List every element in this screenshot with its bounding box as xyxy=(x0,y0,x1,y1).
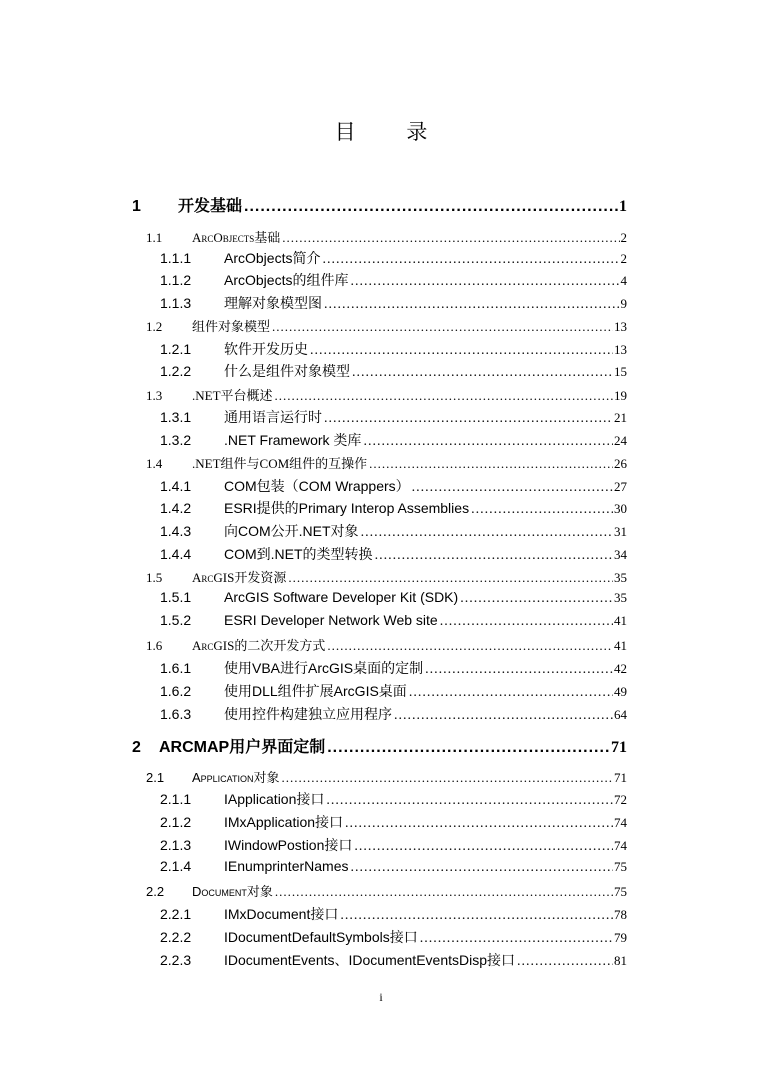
toc-title: Application对象 xyxy=(192,770,280,785)
toc-page: 19 xyxy=(614,388,627,403)
toc-page: 75 xyxy=(614,859,627,874)
toc-leader xyxy=(471,502,613,518)
toc-title: COM到.NET的类型转换 xyxy=(224,546,373,562)
toc-leader xyxy=(361,525,613,541)
toc-number: 1.4 xyxy=(146,456,163,471)
toc-title: .NET组件与COM组件的互操作 xyxy=(192,456,368,471)
toc-title: ArcGIS的二次开发方式 xyxy=(192,638,326,653)
toc-number: 2 xyxy=(132,739,141,756)
toc-page: 26 xyxy=(614,456,627,471)
toc-number: 2.2 xyxy=(146,884,165,899)
toc-leader xyxy=(324,411,613,427)
toc-subsection[interactable] xyxy=(160,589,627,607)
toc-leader xyxy=(409,685,613,701)
toc-title: 组件对象模型 xyxy=(192,319,271,334)
toc-page: 64 xyxy=(614,707,627,722)
toc-number: 1.5.2 xyxy=(160,612,192,628)
toc-title: ARCMAP用户界面定制 xyxy=(159,739,326,756)
toc-leader xyxy=(350,274,619,290)
toc-number: 2.1.3 xyxy=(160,837,192,853)
toc-number: 1.5 xyxy=(146,570,163,585)
toc-subsection[interactable] xyxy=(160,476,627,496)
toc-subsection[interactable] xyxy=(160,498,627,518)
toc-number: 1.2.1 xyxy=(160,341,192,357)
toc-subsection[interactable] xyxy=(160,858,627,876)
toc-leader xyxy=(425,662,613,678)
toc-page: 79 xyxy=(614,930,627,945)
toc-number: 2.1.1 xyxy=(160,791,192,807)
toc-leader xyxy=(327,739,610,757)
toc-title: ArcObjects的组件库 xyxy=(224,272,349,288)
toc-leader xyxy=(440,614,613,630)
toc-title: IEnumprinterNames xyxy=(224,858,349,874)
page-number: i xyxy=(379,990,383,1004)
toc-subsection[interactable] xyxy=(160,407,627,427)
toc-subsection[interactable] xyxy=(160,270,627,290)
toc-page: 31 xyxy=(614,524,627,539)
toc-subsection[interactable] xyxy=(160,927,627,947)
toc-title: ESRI提供的Primary Interop Assemblies xyxy=(224,500,470,516)
toc-leader xyxy=(340,908,613,924)
toc-number: 1 xyxy=(132,198,141,215)
toc-section[interactable] xyxy=(146,881,627,900)
toc-title: Document对象 xyxy=(192,884,273,899)
toc-subsection[interactable] xyxy=(160,681,627,701)
toc-leader xyxy=(327,638,613,654)
toc-page: 24 xyxy=(614,433,627,448)
toc-subsection[interactable] xyxy=(160,248,627,268)
toc-section[interactable] xyxy=(146,227,627,246)
toc-number: 1.4.4 xyxy=(160,546,192,562)
toc-number: 1.2.2 xyxy=(160,363,192,379)
toc-title: IDocumentEvents、IDocumentEventsDisp接口 xyxy=(224,952,515,968)
toc-title: IApplication接口 xyxy=(224,791,325,807)
toc-section[interactable] xyxy=(146,767,627,786)
toc-leader xyxy=(412,480,613,496)
toc-leader xyxy=(363,434,613,450)
toc-page: 2 xyxy=(620,251,627,266)
toc-page: 71 xyxy=(614,770,627,785)
toc-section[interactable] xyxy=(146,567,627,586)
toc-page: 81 xyxy=(614,953,627,968)
toc-number: 1.4.3 xyxy=(160,523,192,539)
toc-number: 1.1.2 xyxy=(160,272,192,288)
toc-number: 1.4.2 xyxy=(160,500,192,516)
toc-page: 15 xyxy=(614,364,627,379)
toc-title: ArcGIS Software Developer Kit (SDK) xyxy=(224,589,459,605)
toc-title: 使用DLL组件扩展ArcGIS桌面 xyxy=(224,683,407,699)
toc-leader xyxy=(275,884,613,900)
toc-leader xyxy=(369,456,613,472)
toc-subsection[interactable] xyxy=(160,835,627,855)
toc-section[interactable] xyxy=(146,453,627,472)
toc-leader xyxy=(322,252,619,268)
toc-subsection[interactable] xyxy=(160,950,627,970)
toc-page: 75 xyxy=(614,884,627,899)
toc-page: 27 xyxy=(614,479,627,494)
toc-leader xyxy=(244,198,618,216)
toc-subsection[interactable] xyxy=(160,904,627,924)
toc-title: IMxApplication接口 xyxy=(224,814,344,830)
toc-number: 1.6.1 xyxy=(160,660,192,676)
toc-leader xyxy=(275,388,613,404)
toc-subsection[interactable] xyxy=(160,544,627,564)
toc-title: ESRI Developer Network Web site xyxy=(224,612,438,628)
toc-page: 21 xyxy=(614,410,627,425)
toc-number: 2.1.4 xyxy=(160,858,192,874)
toc-leader xyxy=(460,591,613,607)
toc-page: 34 xyxy=(614,547,627,562)
toc-page: 35 xyxy=(614,570,627,585)
toc-title: ArcObjects简介 xyxy=(224,250,321,266)
toc-page: 4 xyxy=(620,273,627,288)
page-title: 目 录 xyxy=(334,120,450,144)
toc-page: 71 xyxy=(611,739,627,756)
toc-subsection[interactable] xyxy=(160,293,627,313)
toc-number: 2.1 xyxy=(146,770,165,785)
toc-title: 使用控件构建独立应用程序 xyxy=(224,706,392,722)
toc-number: 1.5.1 xyxy=(160,589,192,605)
toc-page: 13 xyxy=(614,342,627,357)
toc-title: .NET Framework 类库 xyxy=(224,432,362,448)
toc-subsection[interactable] xyxy=(160,612,627,630)
toc-title: 开发基础 xyxy=(178,198,243,215)
toc-subsection[interactable] xyxy=(160,658,627,678)
toc-subsection[interactable] xyxy=(160,521,627,541)
toc-number: 2.2.2 xyxy=(160,929,192,945)
toc-number: 2.2.3 xyxy=(160,952,192,968)
toc-subsection[interactable] xyxy=(160,812,627,832)
toc-number: 2.2.1 xyxy=(160,906,192,922)
toc-subsection[interactable] xyxy=(160,789,627,809)
toc-leader xyxy=(288,570,613,586)
toc-leader xyxy=(326,793,613,809)
toc-number: 1.6.2 xyxy=(160,683,192,699)
toc-section[interactable] xyxy=(146,385,627,404)
toc-page: 13 xyxy=(614,319,627,334)
toc-title: IWindowPostion接口 xyxy=(224,837,353,853)
toc-leader xyxy=(324,297,620,313)
toc-title: ArcObjects基础 xyxy=(192,230,281,245)
toc-subsection[interactable] xyxy=(160,430,627,450)
toc-number: 1.1.3 xyxy=(160,295,192,311)
toc-title: 理解对象模型图 xyxy=(224,295,322,311)
toc-leader xyxy=(352,365,613,381)
toc-section[interactable] xyxy=(146,316,627,335)
toc-number: 1.1 xyxy=(146,230,163,245)
toc-title: .NET平台概述 xyxy=(192,388,273,403)
toc-chapter[interactable] xyxy=(132,734,627,757)
toc-page: 1 xyxy=(619,198,627,215)
toc-page: 2 xyxy=(620,230,627,245)
toc-leader xyxy=(345,816,613,832)
toc-leader xyxy=(354,839,613,855)
toc-page: 74 xyxy=(614,838,627,853)
toc-page: 41 xyxy=(614,613,627,628)
toc-number: 1.3.1 xyxy=(160,409,192,425)
toc-number: 1.3 xyxy=(146,388,163,403)
toc-leader xyxy=(394,708,613,724)
toc-page: 74 xyxy=(614,815,627,830)
toc-number: 1.6.3 xyxy=(160,706,192,722)
toc-page: 42 xyxy=(614,661,627,676)
toc-page: 49 xyxy=(614,684,627,699)
toc-section[interactable] xyxy=(146,635,627,654)
toc-title: 向COM公开.NET对象 xyxy=(224,523,359,539)
toc-leader xyxy=(351,860,614,876)
toc-leader xyxy=(517,954,613,970)
toc-leader xyxy=(272,319,613,335)
toc-number: 1.1.1 xyxy=(160,250,192,266)
toc-title: COM包装（COM Wrappers） xyxy=(224,478,410,494)
toc-title: 软件开发历史 xyxy=(224,341,308,357)
toc-subsection[interactable] xyxy=(160,361,627,381)
toc-page: 30 xyxy=(614,501,627,516)
toc-number: 1.3.2 xyxy=(160,432,192,448)
toc-number: 2.1.2 xyxy=(160,814,192,830)
toc-leader xyxy=(310,343,613,359)
toc-title: 使用VBA进行ArcGIS桌面的定制 xyxy=(224,660,424,676)
toc-number: 1.4.1 xyxy=(160,478,192,494)
toc-title: 通用语言运行时 xyxy=(224,409,322,425)
toc-title: 什么是组件对象模型 xyxy=(224,363,350,379)
toc-leader xyxy=(420,931,613,947)
toc-leader xyxy=(282,230,619,246)
toc-title: IDocumentDefaultSymbols接口 xyxy=(224,929,418,945)
toc-title: IMxDocument接口 xyxy=(224,906,339,922)
toc-title: ArcGIS开发资源 xyxy=(192,570,287,585)
toc-page: 72 xyxy=(614,792,627,807)
toc-leader xyxy=(282,770,613,786)
toc-subsection[interactable] xyxy=(160,704,627,724)
toc-leader xyxy=(375,548,613,564)
toc-subsection[interactable] xyxy=(160,339,627,359)
toc-number: 1.6 xyxy=(146,638,163,653)
toc-page: 78 xyxy=(614,907,627,922)
toc-page: 35 xyxy=(614,590,627,605)
toc-chapter[interactable] xyxy=(132,193,627,216)
toc-page: 9 xyxy=(620,296,627,311)
toc-number: 1.2 xyxy=(146,319,163,334)
toc-page: 41 xyxy=(614,638,627,653)
